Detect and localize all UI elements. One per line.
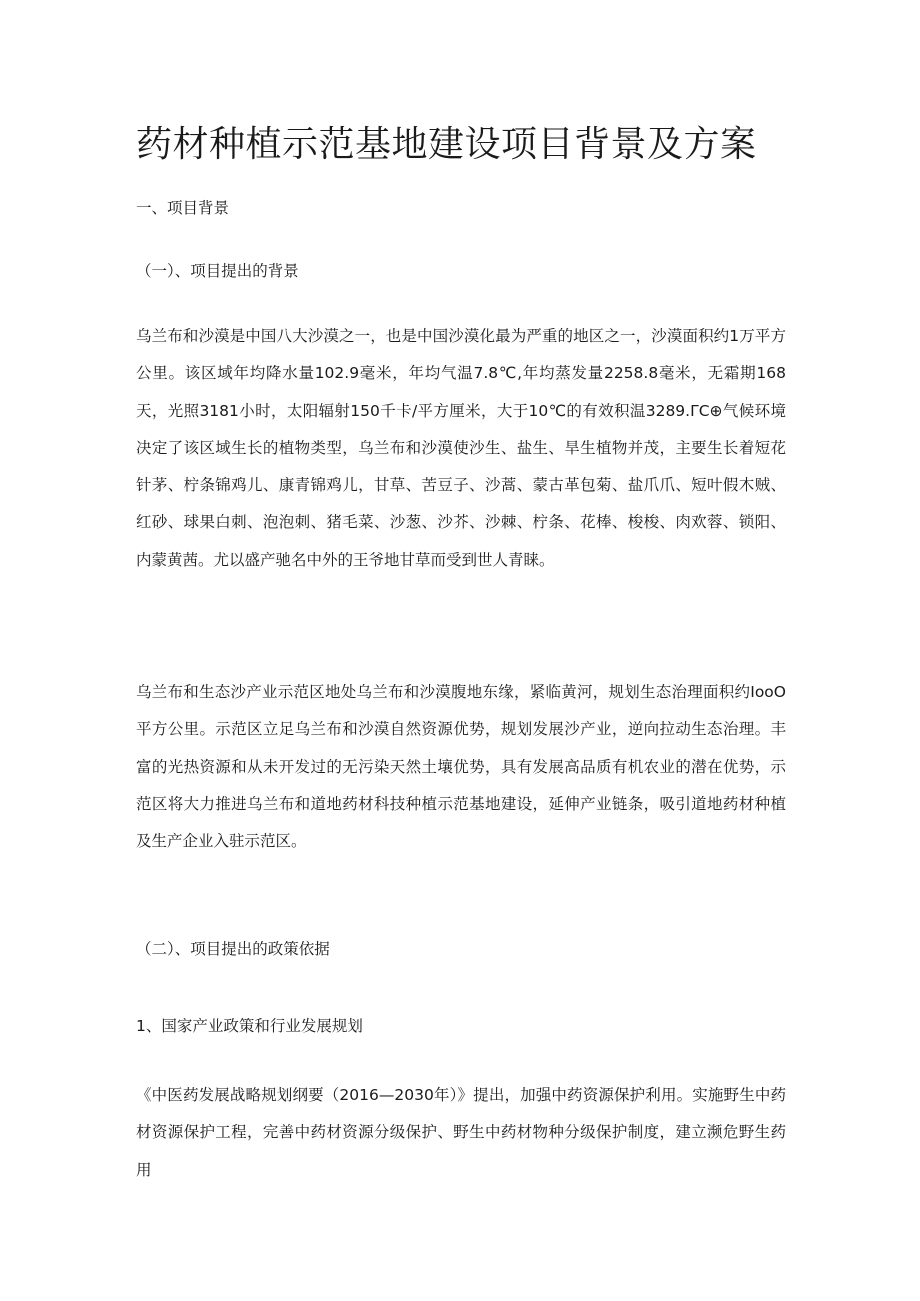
paragraph-tcm-strategy: 《中医药发展战略规划纲要（2016—2030年）》提出，加强中药资源保护利用。实施野生中药材资源保护工程，完善中药材资源分级保护、野生中药材物种分级保护制度，建立濒危野生药用: [136, 1086, 786, 1179]
section-heading-project-background: 一、项目背景: [136, 199, 230, 217]
list-item-national-policy: 1、国家产业政策和行业发展规划: [136, 1017, 363, 1035]
subsection-heading-background: （一）、项目提出的背景: [136, 262, 299, 280]
paragraph-demonstration-zone: 乌兰布和生态沙产业示范区地处乌兰布和沙漠腹地东缘，紧临黄河，规划生态治理面积约IooO平方公里。示范区立足乌兰布和沙漠自然资源优势，规划发展沙产业，逆向拉动生态治理。丰富的光热资源和从未开发过的无污染天然土壤优势，具有发展高品质有机农业的潜在优势，示范区将大力推进乌兰布和道地药材科技种植示范基地建设，延伸产业链条，吸引道地药材种植及生产企业入驻示范区。: [136, 683, 786, 851]
paragraph-desert-overview: 乌兰布和沙漠是中国八大沙漠之一，也是中国沙漠化最为严重的地区之一，沙漠面积约1万平方公里。该区域年均降水量102.9毫米，年均气温7.8℃,年均蒸发量2258.8毫米，无霜期168天，光照3181小时，太阳辐射150千卡/平方厘米，大于10℃的有效积温3289.ΓC⊕气候环境决定了该区域生长的植物类型，乌兰布和沙漠使沙生、盐生、旱生植物并茂，主要生长着短花针茅、柠条锦鸡儿、康青锦鸡儿，甘草、苦豆子、沙蒿、蒙古革包菊、盐爪爪、短叶假木贼、红砂、球果白刺、泡泡刺、猪毛菜、沙葱、沙芥、沙棘、柠条、花棒、梭梭、肉欢蓉、锁阳、内蒙黄茜。尤以盛产驰名中外的王爷地甘草而受到世人青睐。: [136, 327, 786, 569]
document-title: 药材种植示范基地建设项目背景及方案: [136, 124, 757, 165]
subsection-heading-policy-basis: （二）、项目提出的政策依据: [136, 940, 330, 958]
